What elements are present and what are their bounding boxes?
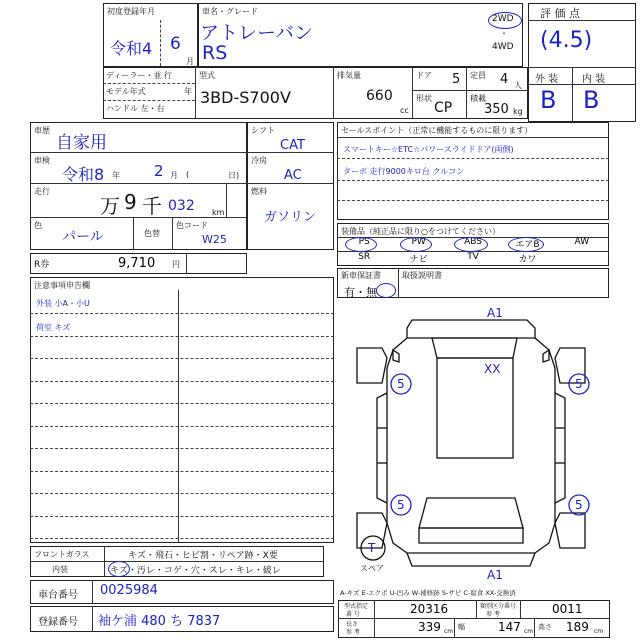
inspection-day-paren: ( <box>186 170 190 179</box>
divider <box>412 67 413 119</box>
equipment-item: ナビ <box>409 255 428 265</box>
mileage-rest: 032 <box>168 198 195 214</box>
note-rule <box>30 336 334 337</box>
divider <box>572 67 573 122</box>
divider <box>247 152 334 153</box>
model-code: 3BD-S700V <box>200 88 291 107</box>
note-rule <box>30 516 334 517</box>
divider <box>172 217 173 250</box>
divider <box>412 90 528 91</box>
class-code: 0011 <box>552 602 583 616</box>
divider <box>186 253 187 274</box>
equipment-item: ABS <box>464 237 482 247</box>
sales-points-label: セールスポイント（正常に機能するものに限ります） <box>341 126 533 135</box>
mileage-nine: 9 <box>124 190 137 214</box>
note-rule <box>30 313 334 314</box>
windshield-options: キズ・飛石・ヒビ割・リペア跡・X要 <box>128 551 278 561</box>
ac-label: 冷房 <box>251 156 267 165</box>
note-rule <box>30 403 334 404</box>
shift-label: シフト <box>251 126 275 135</box>
capacity-label: 定員 <box>470 71 486 80</box>
ac: AC <box>284 168 302 183</box>
displacement-label: 排気量 <box>337 71 361 80</box>
divider <box>520 600 521 618</box>
damage-right-rear: 5 <box>575 498 583 512</box>
color: パール <box>62 229 104 245</box>
divider <box>337 137 609 138</box>
divider <box>374 600 375 638</box>
rating-label: 評 価 点 <box>540 7 580 20</box>
divider <box>398 268 399 298</box>
equipment-item: AW <box>574 237 590 247</box>
class-sub: 参 考 <box>486 611 500 618</box>
divider <box>30 217 247 218</box>
shape: CP <box>434 100 453 116</box>
note-1: 外装 小A・小U <box>36 299 90 308</box>
width-value: 147 <box>498 620 521 634</box>
notes-box <box>30 277 334 543</box>
warranty-label: 新車保証書 <box>341 271 381 280</box>
length-sub: 参 考 <box>346 629 360 636</box>
shift: CAT <box>280 138 305 153</box>
length-label: 長さ <box>346 621 359 628</box>
equipment-circle-abs <box>454 237 488 252</box>
divider <box>528 84 636 85</box>
car-diagram <box>337 298 609 585</box>
equipment-item: PW <box>411 237 426 247</box>
divider <box>30 561 324 562</box>
shape-label: 形状 <box>416 94 432 103</box>
inspection-day-unit: 日) <box>228 171 240 180</box>
model-year-label: モデル年式 <box>106 87 146 96</box>
drive-sep: ・ <box>500 29 508 38</box>
interior-damage-label: 内装 <box>52 565 68 574</box>
mileage-unit: km <box>212 208 225 217</box>
plate-number: 袖ケ浦 480 ち 7837 <box>98 614 221 629</box>
color-label: 色 <box>34 221 42 230</box>
color-code-label: 色コード <box>176 221 208 230</box>
registration-month: 6 <box>170 34 181 54</box>
note-2: 荷室 キズ <box>36 323 71 332</box>
height-unit: cm <box>594 628 604 635</box>
damage-legend: A-キズ E-エクボ U-凹み W-補修跡 S-サビ C-腐食 XX-交換済 <box>340 589 516 597</box>
equipment-item: PS <box>358 237 370 247</box>
sales-point-1: スマートキー☆ETC☆パワースライドドア(両側) <box>343 145 514 154</box>
fuel-label: 燃料 <box>251 187 267 196</box>
divider <box>30 183 247 184</box>
inspection-label: 車検 <box>34 156 50 165</box>
exterior-grade: B <box>540 86 557 114</box>
recycle-label: R券 <box>34 260 50 270</box>
note-rule <box>30 448 334 449</box>
exterior-grade-label: 外 装 <box>535 74 559 85</box>
car-grade: RS <box>202 42 228 64</box>
load: 350 <box>484 102 509 117</box>
inspection-era: 令和8 <box>62 165 105 184</box>
capacity: 4 <box>500 72 509 87</box>
car-name-label: 車名・グレード <box>202 7 258 16</box>
dealer-label: ディーラー・並 行 <box>106 71 172 80</box>
note-rule <box>30 538 334 539</box>
divider <box>226 183 227 217</box>
model-spec-sub: 番 号 <box>346 611 360 618</box>
divider <box>133 217 134 250</box>
equipment-row-2 <box>337 252 609 266</box>
month-unit: 月 <box>186 57 194 66</box>
length-unit: cm <box>444 628 454 635</box>
interior-damage-options: キズ・汚レ・コゲ・穴・スレ・キレ・破レ <box>110 566 281 576</box>
inspection-month: 2 <box>154 162 164 180</box>
note-rule <box>30 471 334 472</box>
handle-label: ハンドル 左・右 <box>106 104 165 113</box>
model-code-label: 型式 <box>199 71 215 80</box>
length-value: 339 <box>418 620 441 634</box>
load-unit: kg <box>513 107 523 116</box>
equipment-item: カワ <box>518 255 537 265</box>
divider <box>103 83 195 84</box>
cc-unit: cc <box>400 106 409 115</box>
divider <box>337 200 609 201</box>
spare-label: スペア <box>360 564 384 573</box>
fuel: ガソリン <box>264 210 317 225</box>
damage-roof: XX <box>484 362 501 376</box>
height-value: 189 <box>566 620 589 634</box>
doors-label: ドア <box>416 71 432 80</box>
divider <box>338 618 610 619</box>
width-unit: cm <box>524 628 534 635</box>
notes-label: 注意事項申告欄 <box>34 281 90 290</box>
warranty-circle <box>376 283 396 298</box>
divider <box>178 290 179 543</box>
displacement: 660 <box>366 88 393 104</box>
divider <box>92 580 93 604</box>
mileage-label: 走行 <box>34 187 50 196</box>
car-name: アトレーバン <box>200 22 314 44</box>
first-registration-label: 初度登録年月 <box>107 7 155 16</box>
warranty-value: 有・無 <box>344 286 377 299</box>
divider <box>103 100 195 101</box>
divider <box>247 183 334 184</box>
recycle-unit: 円 <box>172 260 180 269</box>
divider <box>160 20 161 66</box>
divider <box>337 180 609 181</box>
windshield-label: フロントガラス <box>34 550 90 559</box>
capacity-unit: 人 <box>514 81 522 90</box>
equipment-item <box>555 252 609 266</box>
mileage-sen: 千 <box>142 194 162 218</box>
damage-bottom: A1 <box>487 568 503 582</box>
divider <box>528 67 636 68</box>
chassis-number: 0025984 <box>100 583 158 598</box>
use-label: 車歴 <box>34 126 50 135</box>
model-year-unit: 年 <box>184 87 192 96</box>
model-spec-label: 型式指定 <box>344 603 369 610</box>
divider <box>337 158 609 159</box>
class-label: 類別区分番号 <box>480 603 517 610</box>
sales-point-2: ターボ 走行9000キロ台 クルコン <box>343 167 465 176</box>
drive-4wd: 4WD <box>492 42 514 52</box>
damage-right-front: 5 <box>575 377 583 391</box>
divider <box>195 67 196 119</box>
inspection-month-unit: 月 <box>170 171 178 180</box>
divider <box>476 600 477 618</box>
divider <box>30 152 247 153</box>
note-rule <box>30 426 334 427</box>
equipment-label: 装備品（純正品に限り○をつけてください） <box>341 227 500 236</box>
recycle-amount: 9,710 <box>118 256 156 271</box>
divider <box>104 546 105 577</box>
mileage-man: 万 <box>100 194 120 218</box>
damage-left-rear: 5 <box>397 498 405 512</box>
rating-value: (4.5) <box>540 28 593 53</box>
use: 自家用 <box>56 133 107 153</box>
equipment-item: エアB <box>515 240 540 250</box>
divider <box>92 606 93 632</box>
chassis-label: 車台番号 <box>38 590 78 601</box>
interior-grade: B <box>583 86 600 114</box>
spare-mark: T <box>368 541 376 555</box>
note-rule <box>30 493 334 494</box>
note-rule <box>30 381 334 382</box>
equipment-item: TV <box>467 252 479 262</box>
plate-label: 登録番号 <box>38 617 78 628</box>
manual-label: 取扱説明書 <box>402 271 442 280</box>
damage-front: A1 <box>487 306 503 320</box>
doors: 5 <box>452 72 461 87</box>
model-spec-number: 20316 <box>410 602 449 616</box>
registration-era: 令和4 <box>110 39 153 58</box>
interior-damage-circle <box>108 561 130 577</box>
equipment-circle-pw <box>400 237 432 252</box>
color-code: W25 <box>202 233 227 246</box>
damage-left-front: 5 <box>397 377 405 391</box>
divider <box>333 67 334 119</box>
inspection-year-unit: 年 <box>112 171 120 180</box>
divider <box>534 618 535 638</box>
equipment-circle-airbag <box>508 237 544 252</box>
width-label: 幅 <box>458 623 465 631</box>
divider <box>466 67 467 119</box>
equipment-item: SR <box>358 252 371 262</box>
load-label: 積載 <box>470 94 486 103</box>
divider <box>454 618 455 638</box>
interior-grade-label: 内 装 <box>582 74 606 85</box>
color-change-label: 色替 <box>144 229 160 238</box>
drive-2wd: 2WD <box>492 14 514 24</box>
divider <box>528 20 636 21</box>
equipment-circle-ps <box>345 237 377 252</box>
note-rule <box>30 358 334 359</box>
height-label: 高さ <box>538 623 552 631</box>
